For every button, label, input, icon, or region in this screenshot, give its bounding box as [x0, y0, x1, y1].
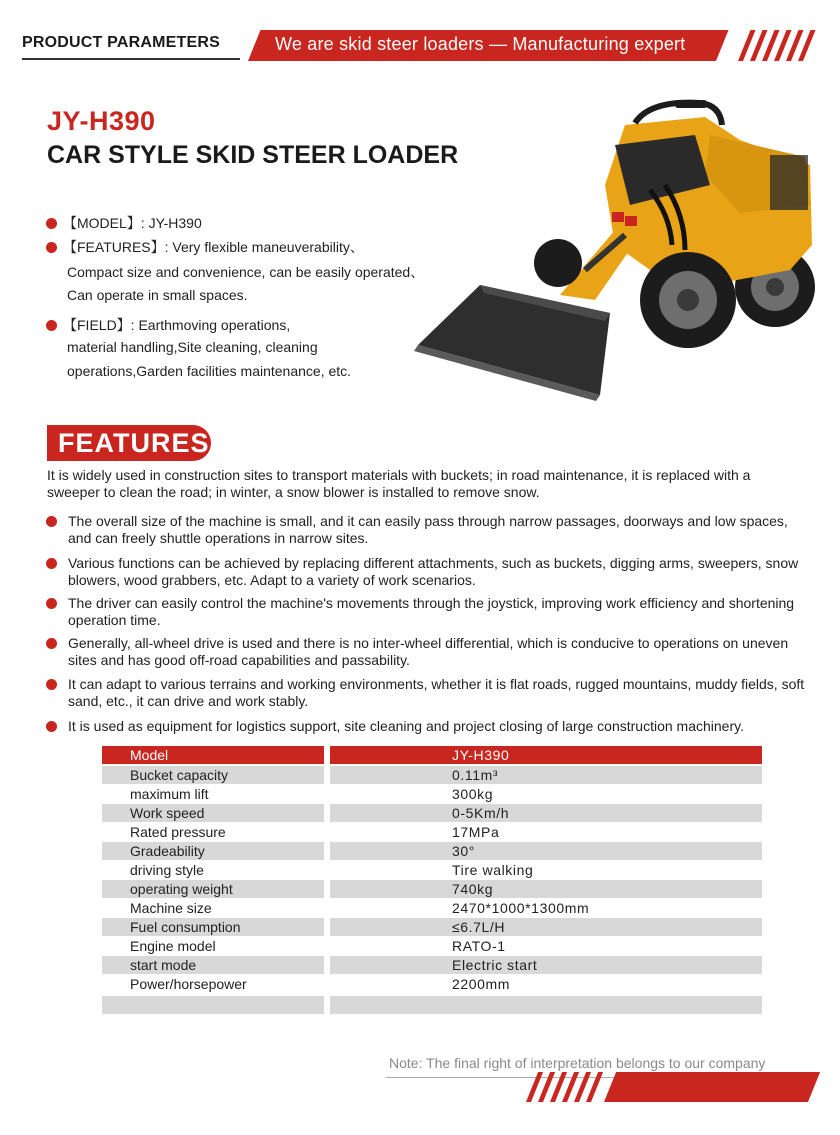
table-row	[102, 842, 762, 861]
table-cell	[330, 996, 762, 1014]
bullet-dot-icon	[46, 721, 57, 732]
table-row	[102, 899, 762, 918]
table-cell	[102, 937, 324, 955]
top-banner	[0, 0, 840, 70]
bullet-dot-icon	[46, 598, 57, 609]
spec-model-line	[46, 213, 202, 233]
features-intro: It is widely used in construction sites to transport materials with buckets; in road maintenance, it is replaced with a sweeper to clean the road; in winter, a snow blower is installed to remove snow.	[47, 467, 751, 500]
footer-note: Note: The final right of interpretation belongs to our company	[389, 1055, 766, 1071]
table-cell	[330, 842, 762, 860]
spec-text: 【FIELD】: Earthmoving operations,	[63, 317, 291, 333]
bullet-dot-icon	[46, 679, 57, 690]
param-label: start mode	[130, 957, 197, 973]
table-cell	[330, 956, 762, 974]
param-label: driving style	[130, 862, 204, 878]
table-row-empty	[102, 996, 762, 1015]
param-value: 2470*1000*1300mm	[452, 900, 590, 916]
feature-text: The driver can easily control the machine's movements through the joystick, improving work efficiency and shortening operation time.	[68, 595, 795, 628]
table-cell	[102, 996, 324, 1014]
param-label: operating weight	[130, 881, 233, 897]
table-cell	[330, 823, 762, 841]
bucket	[414, 285, 610, 401]
table-cell	[330, 785, 762, 803]
footer-bar	[604, 1072, 820, 1102]
table-cell	[102, 956, 324, 974]
section-label: PRODUCT PARAMETERS	[22, 34, 220, 51]
param-value: 30°	[452, 843, 475, 859]
table-cell	[330, 975, 762, 993]
slogan-text: We are skid steer loaders — Manufacturing expert	[275, 34, 686, 54]
table-cell	[102, 880, 324, 898]
table-cell	[102, 918, 324, 936]
table-header-row	[102, 746, 762, 765]
section-label-underline	[22, 58, 240, 60]
header-label: Model	[130, 747, 169, 763]
skid-steer-loader-image	[410, 95, 820, 405]
param-value: ≤6.7L/H	[452, 919, 506, 935]
param-value: 17MPa	[452, 824, 500, 840]
feature-text: The overall size of the machine is small, and it can easily pass through narrow passages, doorways and low spaces, and can freely shuttle operations in narrow sites.	[68, 513, 788, 546]
table-cell	[330, 937, 762, 955]
table-cell	[330, 804, 762, 822]
param-label: Machine size	[130, 900, 212, 916]
feature-text: Various functions can be achieved by replacing different attachments, such as buckets, digging arms, sweepers, snow blowers, wood grabbers, etc. Adapt to a variety of work scenarios.	[68, 555, 799, 588]
table-cell	[102, 975, 324, 993]
table-cell	[102, 899, 324, 917]
param-label: Power/horsepower	[130, 976, 247, 992]
table-cell	[102, 823, 324, 841]
table-cell	[102, 785, 324, 803]
decorative-stripes	[724, 30, 814, 61]
param-value: Electric start	[452, 957, 538, 973]
table-row	[102, 766, 762, 785]
front-wheel	[640, 252, 736, 348]
table-cell	[102, 842, 324, 860]
bullet-dot-icon	[46, 638, 57, 649]
feature-text: Generally, all-wheel drive is used and there is no inter-wheel differential, which is conducive to operations on uneven sites and has good off-road capabilities and passability.	[68, 635, 789, 668]
param-value: 0.11m³	[452, 767, 499, 783]
param-label: Fuel consumption	[130, 919, 241, 935]
product-model-title: JY-H390	[47, 106, 156, 136]
table-row	[102, 937, 762, 956]
bullet-dot-icon	[46, 242, 57, 253]
param-value: 300kg	[452, 786, 494, 802]
param-label: Gradeability	[130, 843, 205, 859]
table-cell	[330, 861, 762, 879]
table-cell	[330, 918, 762, 936]
table-row	[102, 823, 762, 842]
table-row	[102, 861, 762, 880]
bullet-dot-icon	[46, 516, 57, 527]
param-label: maximum lift	[130, 786, 209, 802]
table-cell	[102, 766, 324, 784]
param-value: 0-5Km/h	[452, 805, 510, 821]
spec-text-continued: Can operate in small spaces.	[67, 287, 248, 303]
param-label: Rated pressure	[130, 824, 226, 840]
spec-text-continued: material handling,Site cleaning, cleaning	[67, 339, 318, 355]
features-heading-text: FEATURES	[58, 428, 210, 458]
spec-text-continued: Compact size and convenience, can be easily operated、	[67, 264, 425, 280]
spec-features-line	[46, 237, 364, 257]
spec-text: 【MODEL】: JY-H390	[63, 215, 202, 231]
param-value: 2200mm	[452, 976, 511, 992]
table-row	[102, 918, 762, 937]
bullet-dot-icon	[46, 320, 57, 331]
table-cell	[102, 804, 324, 822]
feature-text: It is used as equipment for logistics support, site cleaning and project closing of large construction machinery.	[68, 718, 744, 734]
spec-text: 【FEATURES】: Very flexible maneuverability、	[63, 239, 364, 255]
table-cell	[330, 880, 762, 898]
table-cell	[102, 746, 324, 764]
product-subtitle: CAR STYLE SKID STEER LOADER	[47, 141, 459, 169]
table-row	[102, 975, 762, 994]
param-value: RATO-1	[452, 938, 506, 954]
feature-text: It can adapt to various terrains and working environments, whether it is flat roads, rugged mountains, muddy fields, soft sand, etc., it can drive and work stably.	[68, 676, 805, 709]
spec-field-line	[46, 315, 290, 335]
bullet-dot-icon	[46, 218, 57, 229]
table-row	[102, 785, 762, 804]
param-value: Tire walking	[452, 862, 534, 878]
table-cell	[102, 861, 324, 879]
bullet-dot-icon	[46, 558, 57, 569]
param-label: Work speed	[130, 805, 205, 821]
table-row	[102, 804, 762, 823]
table-cell	[330, 899, 762, 917]
param-value: 740kg	[452, 881, 494, 897]
param-label: Engine model	[130, 938, 216, 954]
param-label: Bucket capacity	[130, 767, 229, 783]
table-cell	[330, 746, 762, 764]
table-row	[102, 956, 762, 975]
table-cell	[330, 766, 762, 784]
footer-decoration	[512, 1072, 812, 1102]
spec-text-continued: operations,Garden facilities maintenance, etc.	[67, 363, 352, 379]
features-heading	[47, 425, 211, 461]
table-row	[102, 880, 762, 899]
header-value: JY-H390	[452, 747, 510, 763]
